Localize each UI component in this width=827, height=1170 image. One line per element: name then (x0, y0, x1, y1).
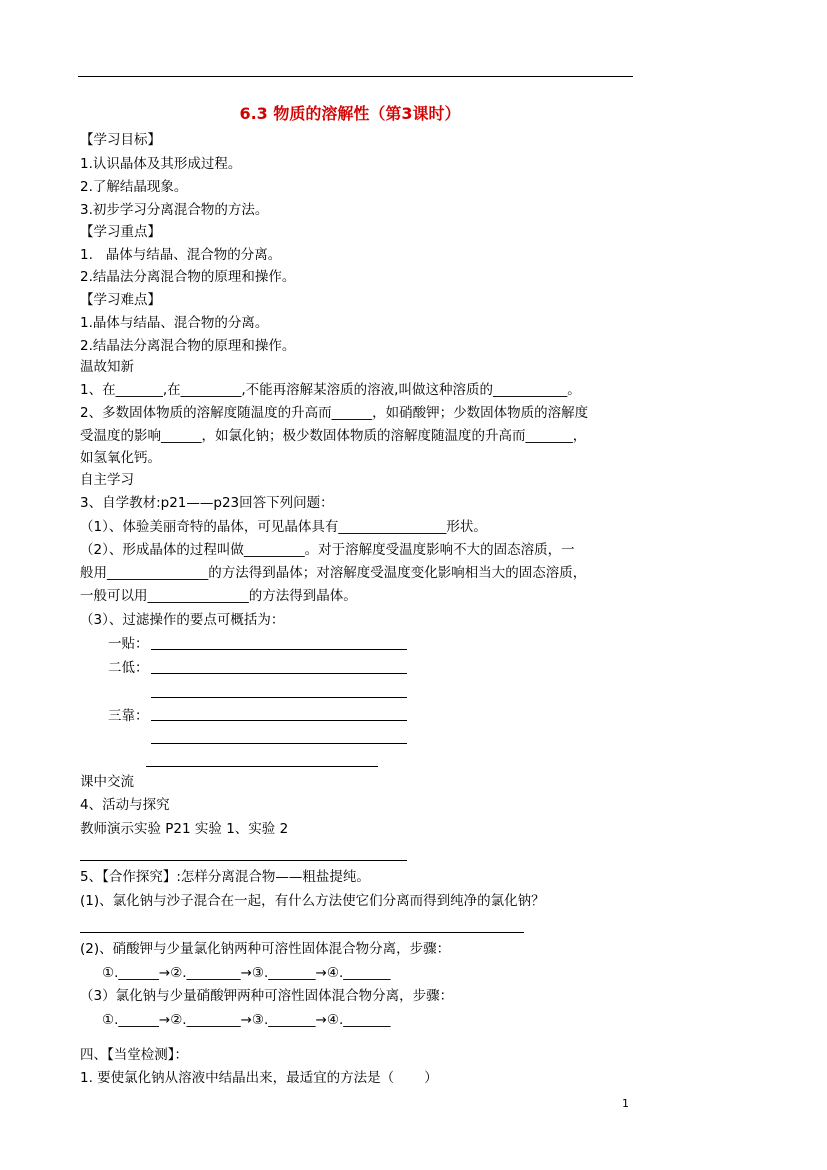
question-line: （3）、过滤操作的要点可概括为： (80, 612, 285, 628)
answer-blank (151, 720, 407, 721)
section-heading-self-study: 自主学习 (80, 472, 134, 488)
section-heading-review: 温故知新 (80, 359, 134, 375)
answer-blank (151, 697, 407, 698)
question-line: 如氢氧化钙。 (80, 450, 161, 466)
steps-line: ①.______→②.________→③._______→④._______ (102, 1012, 391, 1028)
question-line: 1. 要使氯化钠从溶液中结晶出来，最适宜的方法是（ ） (80, 1070, 438, 1086)
question-line: （1）、体验美丽奇特的晶体，可见晶体具有________________形状。 (80, 519, 487, 535)
text-line: 3.初步学习分离混合物的方法。 (80, 202, 269, 218)
question-line: (1)、氯化钠与沙子混合在一起，有什么方法使它们分离而得到纯净的氯化钠？ (80, 893, 545, 909)
text-line: 2.了解结晶现象。 (80, 179, 188, 195)
text-line: 1.晶体与结晶、混合物的分离。 (80, 315, 269, 331)
question-line: 一般可以用_______________的方法得到晶体。 (80, 588, 357, 604)
answer-blank (151, 673, 407, 674)
question-line: （3）氯化钠与少量硝酸钾两种可溶性固体混合物分离，步骤： (80, 988, 454, 1004)
filter-point-label: 一贴： (108, 636, 149, 652)
section-heading-key-points: 【学习重点】 (80, 224, 161, 240)
text-line: 教师演示实验 P21 实验 1、实验 2 (80, 821, 289, 837)
question-line: 5、【合作探究】:怎样分离混合物——粗盐提纯。 (80, 869, 370, 885)
section-heading-goals: 【学习目标】 (80, 132, 161, 148)
answer-blank (151, 743, 407, 744)
steps-line: ①.______→②.________→③._______→④._______ (102, 965, 391, 981)
question-line: (2)、硝酸钾与少量氯化钠两种可溶性固体混合物分离，步骤： (80, 941, 451, 957)
question-line: （2）、形成晶体的过程叫做_________。对于溶解度受温度影响不大的固态溶质，一 (80, 542, 575, 558)
text-line: 1.认识晶体及其形成过程。 (80, 156, 242, 172)
text-line: 4、活动与探究 (80, 797, 170, 813)
question-line: 3、自学教材:p21——p23回答下列问题： (80, 495, 334, 511)
question-line: 1、在_______,在_________,不能再溶解某溶质的溶液,叫做这种溶质的___________。 (80, 382, 581, 398)
page-number: 1 (622, 1097, 629, 1110)
question-line: 般用_______________的方法得到晶体；对溶解度受温度变化影响相当大的固态溶质， (80, 565, 587, 581)
section-heading-difficulties: 【学习难点】 (80, 292, 161, 308)
question-line: 受温度的影响______，如氯化钠；极少数固体物质的溶解度随温度的升高而_______， (80, 428, 587, 444)
answer-blank (80, 932, 524, 933)
header-rule (78, 76, 633, 77)
filter-point-label: 三靠： (108, 708, 149, 724)
answer-blank (151, 649, 407, 650)
text-line: 2.结晶法分离混合物的原理和操作。 (80, 269, 296, 285)
section-heading-class-exchange: 课中交流 (80, 774, 134, 790)
answer-blank (80, 860, 407, 861)
text-line: 2.结晶法分离混合物的原理和操作。 (80, 338, 296, 354)
page-title: 6.3 物质的溶解性（第3课时） (239, 104, 461, 123)
text-line: 1. 晶体与结晶、混合物的分离。 (80, 247, 282, 263)
question-line: 2、多数固体物质的溶解度随温度的升高而______，如硝酸钾；少数固体物质的溶解度 (80, 405, 589, 421)
section-heading-check: 四、【当堂检测】： (80, 1047, 188, 1063)
filter-point-label: 二低： (108, 660, 149, 676)
answer-blank (146, 766, 378, 767)
